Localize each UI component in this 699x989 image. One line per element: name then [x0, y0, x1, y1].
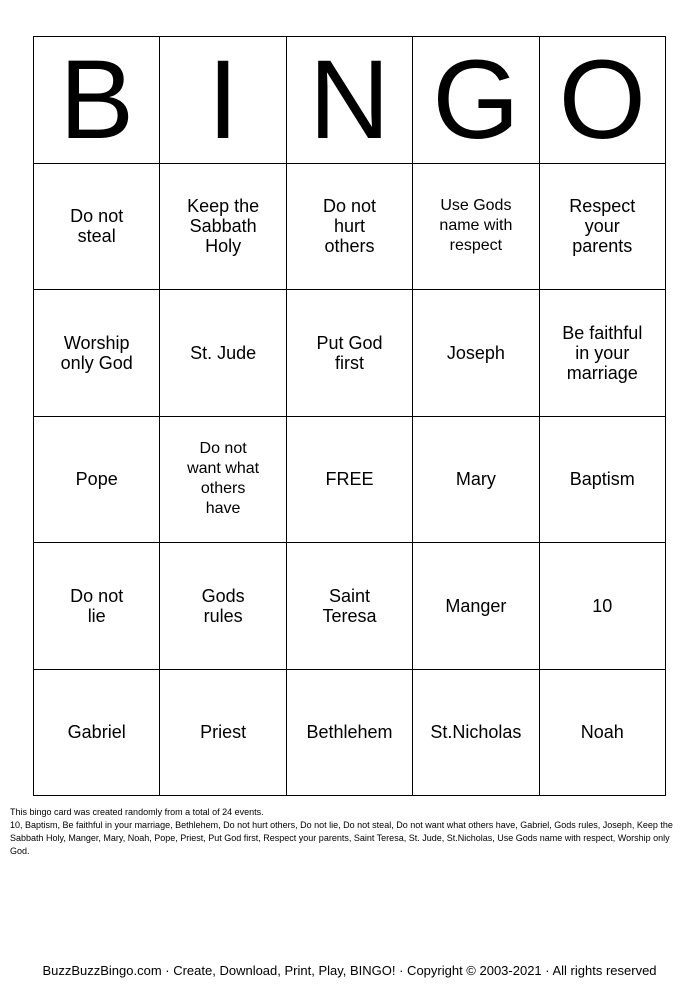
bingo-square	[34, 670, 160, 797]
bingo-square	[287, 290, 413, 417]
bingo-square	[540, 543, 666, 670]
header-cell-o	[540, 37, 666, 164]
square-text: St.Nicholas	[430, 722, 522, 743]
card-note	[10, 806, 690, 858]
bingo-square	[540, 290, 666, 417]
header-cell-g	[413, 37, 539, 164]
square-text: Be faithful in your marriage	[562, 322, 643, 383]
square-text: 10	[592, 595, 613, 616]
footer	[0, 963, 699, 979]
header-letter: N	[309, 37, 390, 162]
square-text: FREE	[325, 469, 374, 490]
bingo-square	[34, 417, 160, 544]
square-text: Keep the Sabbath Holy	[187, 196, 260, 257]
note-intro: This bingo card was created randomly from a total of 24 events.	[10, 807, 264, 817]
square-text: Bethlehem	[306, 722, 393, 743]
bingo-square	[540, 417, 666, 544]
header-cell-n	[287, 37, 413, 164]
bingo-square	[287, 543, 413, 670]
square-text: Do not lie	[70, 585, 124, 626]
square-text: Put God first	[316, 332, 383, 373]
square-text: Pope	[75, 469, 118, 490]
header-letter: I	[207, 37, 239, 162]
square-text: Do not hurt others	[322, 196, 377, 257]
square-text: Do not want what others have	[187, 440, 260, 518]
header-cell-b	[34, 37, 160, 164]
bingo-square	[160, 164, 286, 291]
bingo-square	[160, 543, 286, 670]
bingo-square	[160, 670, 286, 797]
square-text: Do not steal	[70, 206, 124, 247]
bingo-square	[540, 670, 666, 797]
square-text: Respect your parents	[569, 196, 636, 257]
header-letter: O	[558, 37, 646, 162]
bingo-square	[34, 543, 160, 670]
square-text: St. Jude	[190, 342, 257, 363]
note-events: 10, Baptism, Be faithful in your marriage, Bethlehem, Do not hurt others, Do not lie, Do not steal, Do not want what others have, Gabriel, Gods rules, Joseph, Keep the Sabbath Holy, Manger, Mary, Noah, Pope, Priest, Put God first, Respect your parents, Saint Teresa, St. Jude, St.Nicholas, Use Gods name with respect, Worship only God.	[10, 820, 673, 856]
bingo-square	[413, 543, 539, 670]
header-letter: G	[432, 37, 520, 162]
square-text: Saint Teresa	[322, 585, 377, 626]
bingo-card	[33, 36, 666, 796]
square-text: Worship only God	[60, 332, 133, 373]
square-text: Gabriel	[67, 722, 126, 743]
header-letter: B	[59, 37, 135, 162]
square-text: Baptism	[569, 469, 635, 490]
square-text: Joseph	[446, 342, 505, 363]
bingo-square	[160, 290, 286, 417]
square-text: Use Gods name with respect	[439, 197, 513, 255]
square-text: Priest	[200, 722, 247, 743]
bingo-square	[413, 290, 539, 417]
bingo-square	[34, 164, 160, 291]
bingo-square	[287, 164, 413, 291]
square-text: Mary	[455, 469, 496, 490]
bingo-square	[540, 164, 666, 291]
bingo-square	[413, 417, 539, 544]
header-cell-i	[160, 37, 286, 164]
square-text: Manger	[445, 595, 507, 616]
square-text: Noah	[580, 722, 624, 743]
square-text: Gods rules	[201, 585, 245, 626]
bingo-square	[34, 290, 160, 417]
bingo-square	[287, 670, 413, 797]
free-square	[287, 417, 413, 544]
bingo-square	[413, 164, 539, 291]
bingo-square	[160, 417, 286, 544]
bingo-square	[413, 670, 539, 797]
footer-text: BuzzBuzzBingo.com · Create, Download, Print, Play, BINGO! · Copyright © 2003-2021 · All rights reserved	[42, 963, 657, 978]
